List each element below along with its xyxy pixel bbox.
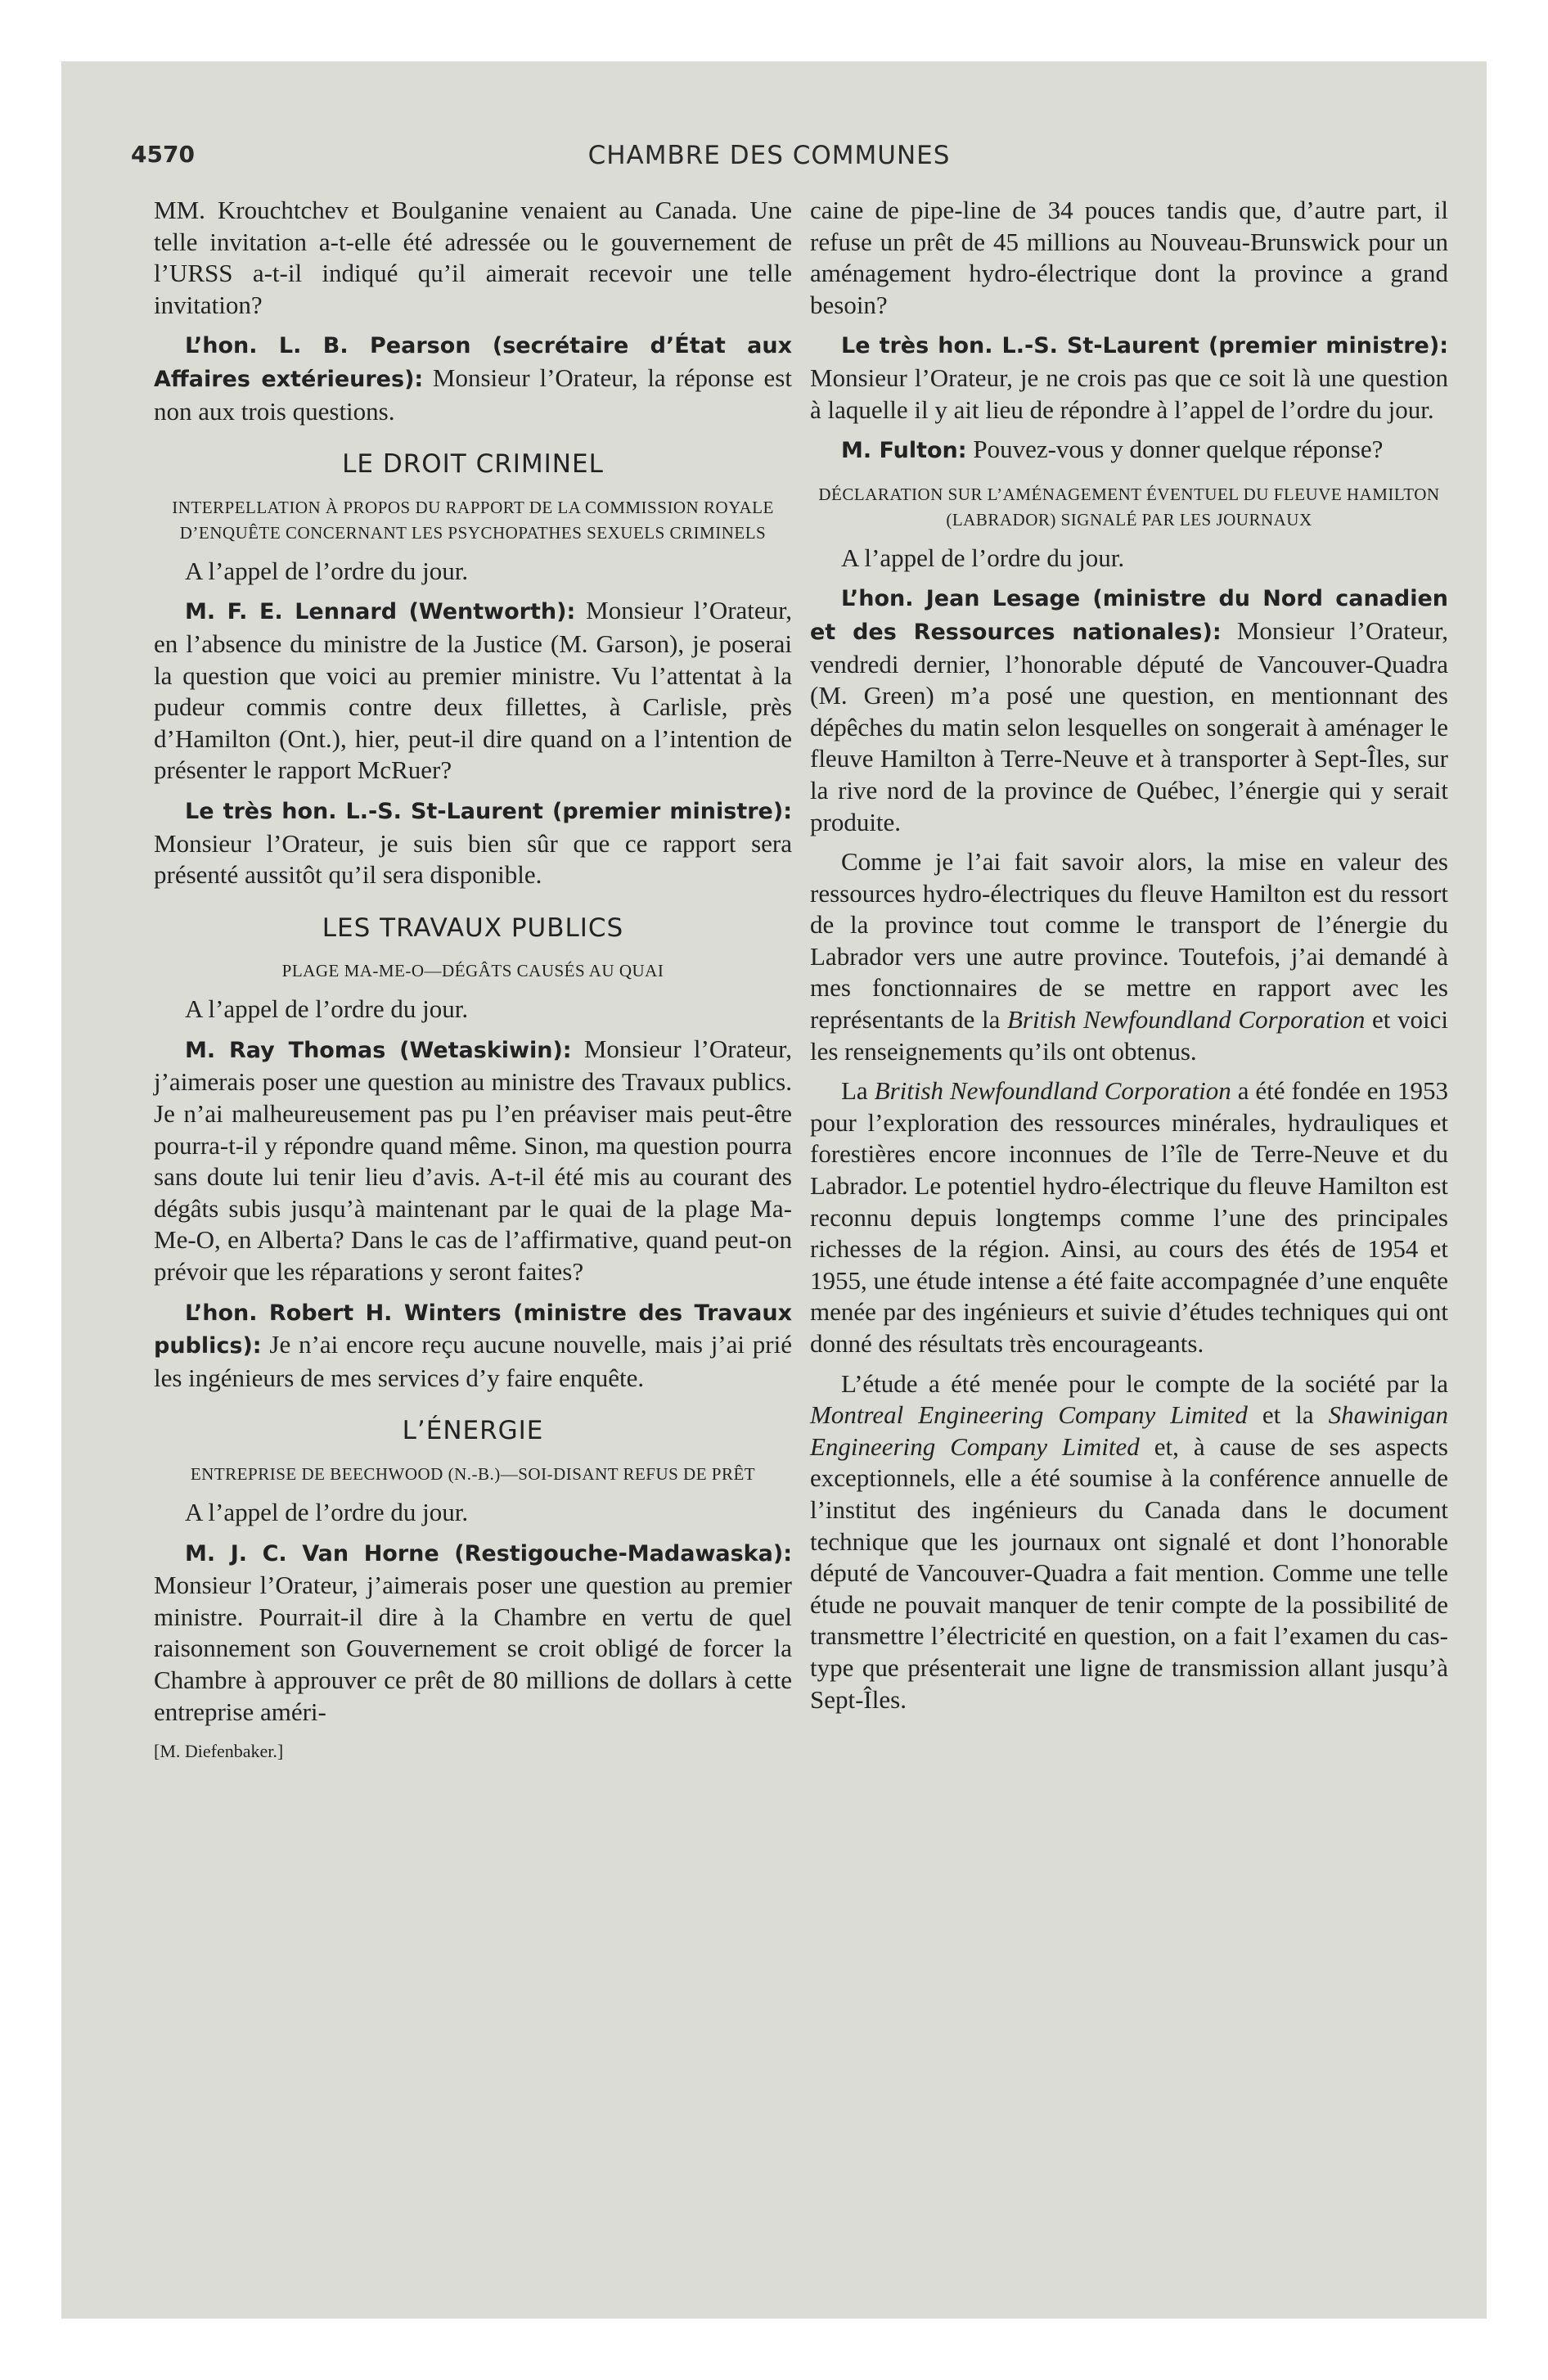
speech-text: Monsieur l’Orateur, j’aimerais poser une question au premier ministre. Pourrait-il dire à la Chambre en vertu de quel raisonnement son Gouvernement se croit obligé de forcer la Chambre à approuver ce prêt de 80 millions de dollars à cette entreprise améri- <box>154 1571 792 1726</box>
text-run: La <box>841 1076 875 1106</box>
footer-note: [M. Diefenbaker.] <box>154 1741 284 1762</box>
italic-term: Montreal Engineering Company Limited <box>810 1400 1248 1430</box>
speech-text: Je n’ai encore reçu aucune nouvelle, mais j’ai prié les ingénieurs de mes services d’y faire enquête. <box>154 1330 792 1392</box>
speech-text: Monsieur l’Orateur, je ne crois pas que ce soit là une question à laquelle il y ait lieu de répondre à l’appel de l’ordre du jour. <box>810 363 1448 424</box>
speaker-name: M. J. C. Van Horne (Restigouche-Madawaska): <box>185 1540 792 1566</box>
section-heading: LE DROIT CRIMINEL <box>342 449 604 480</box>
paragraph: MM. Krouchtchev et Boulganine venaient au Canada. Une telle invitation a-t-elle été adressée ou le gouvernement de l’URSS a-t-il indiqué qu’il aimerait recevoir une telle invitation? <box>154 196 792 319</box>
paragraph <box>154 1034 792 1288</box>
italic-term: British Newfoundland Corporation <box>1006 1005 1366 1034</box>
paragraph <box>154 329 792 427</box>
speech-text: Monsieur l’Orateur, la réponse est non aux trois questions. <box>154 363 792 426</box>
text-run: L’étude a été menée pour le compte de la société par la <box>841 1368 1448 1398</box>
speaker-name: L’hon. Robert H. Winters (ministre des Travaux publics): <box>154 1300 792 1359</box>
paragraph <box>154 595 792 787</box>
paragraph <box>810 1075 1448 1359</box>
subheading: PLAGE MA-ME-O—DÉGÂTS CAUSÉS AU QUAI <box>281 961 664 981</box>
paragraph <box>810 329 1448 426</box>
text-run: et la <box>1247 1400 1329 1430</box>
speaker-name: M. F. E. Lennard (Wentworth): <box>185 599 576 625</box>
speech-text: Monsieur l’Orateur, en l’absence du ministre de la Justice (M. Garson), je poserai la question que voici au premier ministre. Vu l’attentat à la pudeur commis contre deux fillettes, à Carlisle, près d’Hamilton (Ont.), hier, peut-il dire quand on a l’intention de présenter le rapport McRuer? <box>154 596 793 785</box>
paragraph: A l’appel de l’ordre du jour. <box>185 1498 469 1526</box>
text-run: Comme je l’ai fait savoir alors, la mise en valeur des ressources hydro-électriques du fleuve Hamilton est du ressort de la province tout comme le transport de l’énergie du Labrador vers une autre province. Toutefois, j’ai demandé à mes fonctionnaires de se mettre en rapport avec les représentants de la <box>810 847 1448 1034</box>
paragraph: A l’appel de l’ordre du jour. <box>185 994 469 1024</box>
paragraph: A l’appel de l’ordre du jour. <box>841 543 1125 572</box>
speaker-name: M. Ray Thomas (Wetaskiwin): <box>185 1037 572 1063</box>
paragraph <box>810 846 1448 1067</box>
speech-text: Monsieur l’Orateur, vendredi dernier, l’honorable député de Vancouver-Quadra (M. Green) m’a posé une question, en mentionnant des dépêches du matin selon lesquelles on songerait à aménager le fleuve Hamilton à Terre-Neuve et à transporter à Sept-Îles, sur la rive nord de la province de Québec, l’énergie qui y serait produite. <box>810 615 1448 836</box>
italic-term: British Newfoundland Corporation <box>874 1076 1231 1106</box>
subheading: DÉCLARATION SUR L’AMÉNAGEMENT ÉVENTUEL DU FLEUVE HAMILTON (LABRADOR) SIGNALÉ PAR LES JOURNAUX <box>818 484 1440 530</box>
paragraph: caine de pipe-line de 34 pouces tandis que, d’autre part, il refuse un prêt de 45 millions au Nouveau-Brunswick pour un aménagement hydro-électrique dont la province a grand besoin? <box>810 196 1448 319</box>
speech-text: Pouvez-vous y donner quelque réponse? <box>966 435 1384 464</box>
left-column <box>154 195 792 1768</box>
text-run: a été fondée en 1953 pour l’exploration des ressources minérales, hydrauliques et forestières encore inconnues de l’île de Terre-Neuve et du Labrador. Le potentiel hydro-électrique du fleuve Hamilton est reconnu depuis longtemps comme l’une des principales richesses de la région. Ainsi, au cours des étés de 1954 et 1955, une étude intense a été faite accompagnée d’une enquête menée par des ingénieurs et suivie d’études techniques qui ont donné des résultats très encourageants. <box>810 1076 1448 1358</box>
subheading: ENTREPRISE DE BEECHWOOD (N.-B.)—SOI-DISANT REFUS DE PRÊT <box>190 1464 756 1484</box>
subheading: INTERPELLATION À PROPOS DU RAPPORT DE LA COMMISSION ROYALE D’ENQUÊTE CONCERNANT LES PSYCHOPATHES SEXUELS CRIMINELS <box>172 497 774 543</box>
speaker-name: Le très hon. L.-S. St-Laurent (premier ministre): <box>841 333 1448 359</box>
paragraph <box>154 795 792 891</box>
paragraph <box>810 1368 1448 1716</box>
section-heading: LES TRAVAUX PUBLICS <box>322 913 624 943</box>
text-run: et, à cause de ses aspects exceptionnels, elle a été soumise à la conférence annuelle de l’institut des ingénieurs du Canada dans le document technique que les journaux ont signalé et dont l’honorable député de Vancouver-Quadra a fait mention. Comme une telle étude ne pouvait manquer de tenir compte de la possibilité de transmettre l’électricité en question, on a fait l’examen du cas-type que présenterait une ligne de transmission allant jusqu’à Sept-Îles. <box>810 1431 1448 1714</box>
page-number: 4570 <box>131 141 195 168</box>
paragraph <box>810 582 1448 838</box>
text-run: et voici les renseignements qu’ils ont obtenus. <box>810 1005 1448 1066</box>
speaker-name: M. Fulton: <box>841 438 967 464</box>
italic-term: Shawinigan Engineering Company Limited <box>810 1400 1449 1461</box>
speech-text: Monsieur l’Orateur, j’aimerais poser une question au ministre des Travaux publics. Je n’ai malheureusement pas pu l’en préaviser mais peut-être pourra-t-il y répondre quand même. Sinon, ma question pourra sans doute lui tenir lieu d’avis. A-t-il été mis au courant des dégâts subis jusqu’à maintenant par le quai de la plage Ma-Me-O, en Alberta? Dans le cas de l’affirmative, quand peut-on prévoir que les réparations y seront faites? <box>154 1034 793 1287</box>
paragraph <box>154 1296 792 1395</box>
section-heading: L’ÉNERGIE <box>402 1416 544 1446</box>
speaker-name: Le très hon. L.-S. St-Laurent (premier ministre): <box>185 798 792 824</box>
page-header <box>131 141 1407 182</box>
paragraph: A l’appel de l’ordre du jour. <box>185 556 469 585</box>
speaker-name: L’hon. Jean Lesage (ministre du Nord canadien et des Ressources nationales): <box>810 586 1448 645</box>
speaker-name: L’hon. L. B. Pearson (secrétaire d’État aux Affaires extérieures): <box>154 333 792 392</box>
running-title: CHAMBRE DES COMMUNES <box>587 141 951 170</box>
speech-text: Monsieur l’Orateur, je suis bien sûr que ce rapport sera présenté aussitôt qu’il sera disponible. <box>154 828 792 890</box>
paragraph <box>154 1537 792 1729</box>
paragraph <box>810 434 1448 467</box>
right-column <box>810 195 1448 1724</box>
